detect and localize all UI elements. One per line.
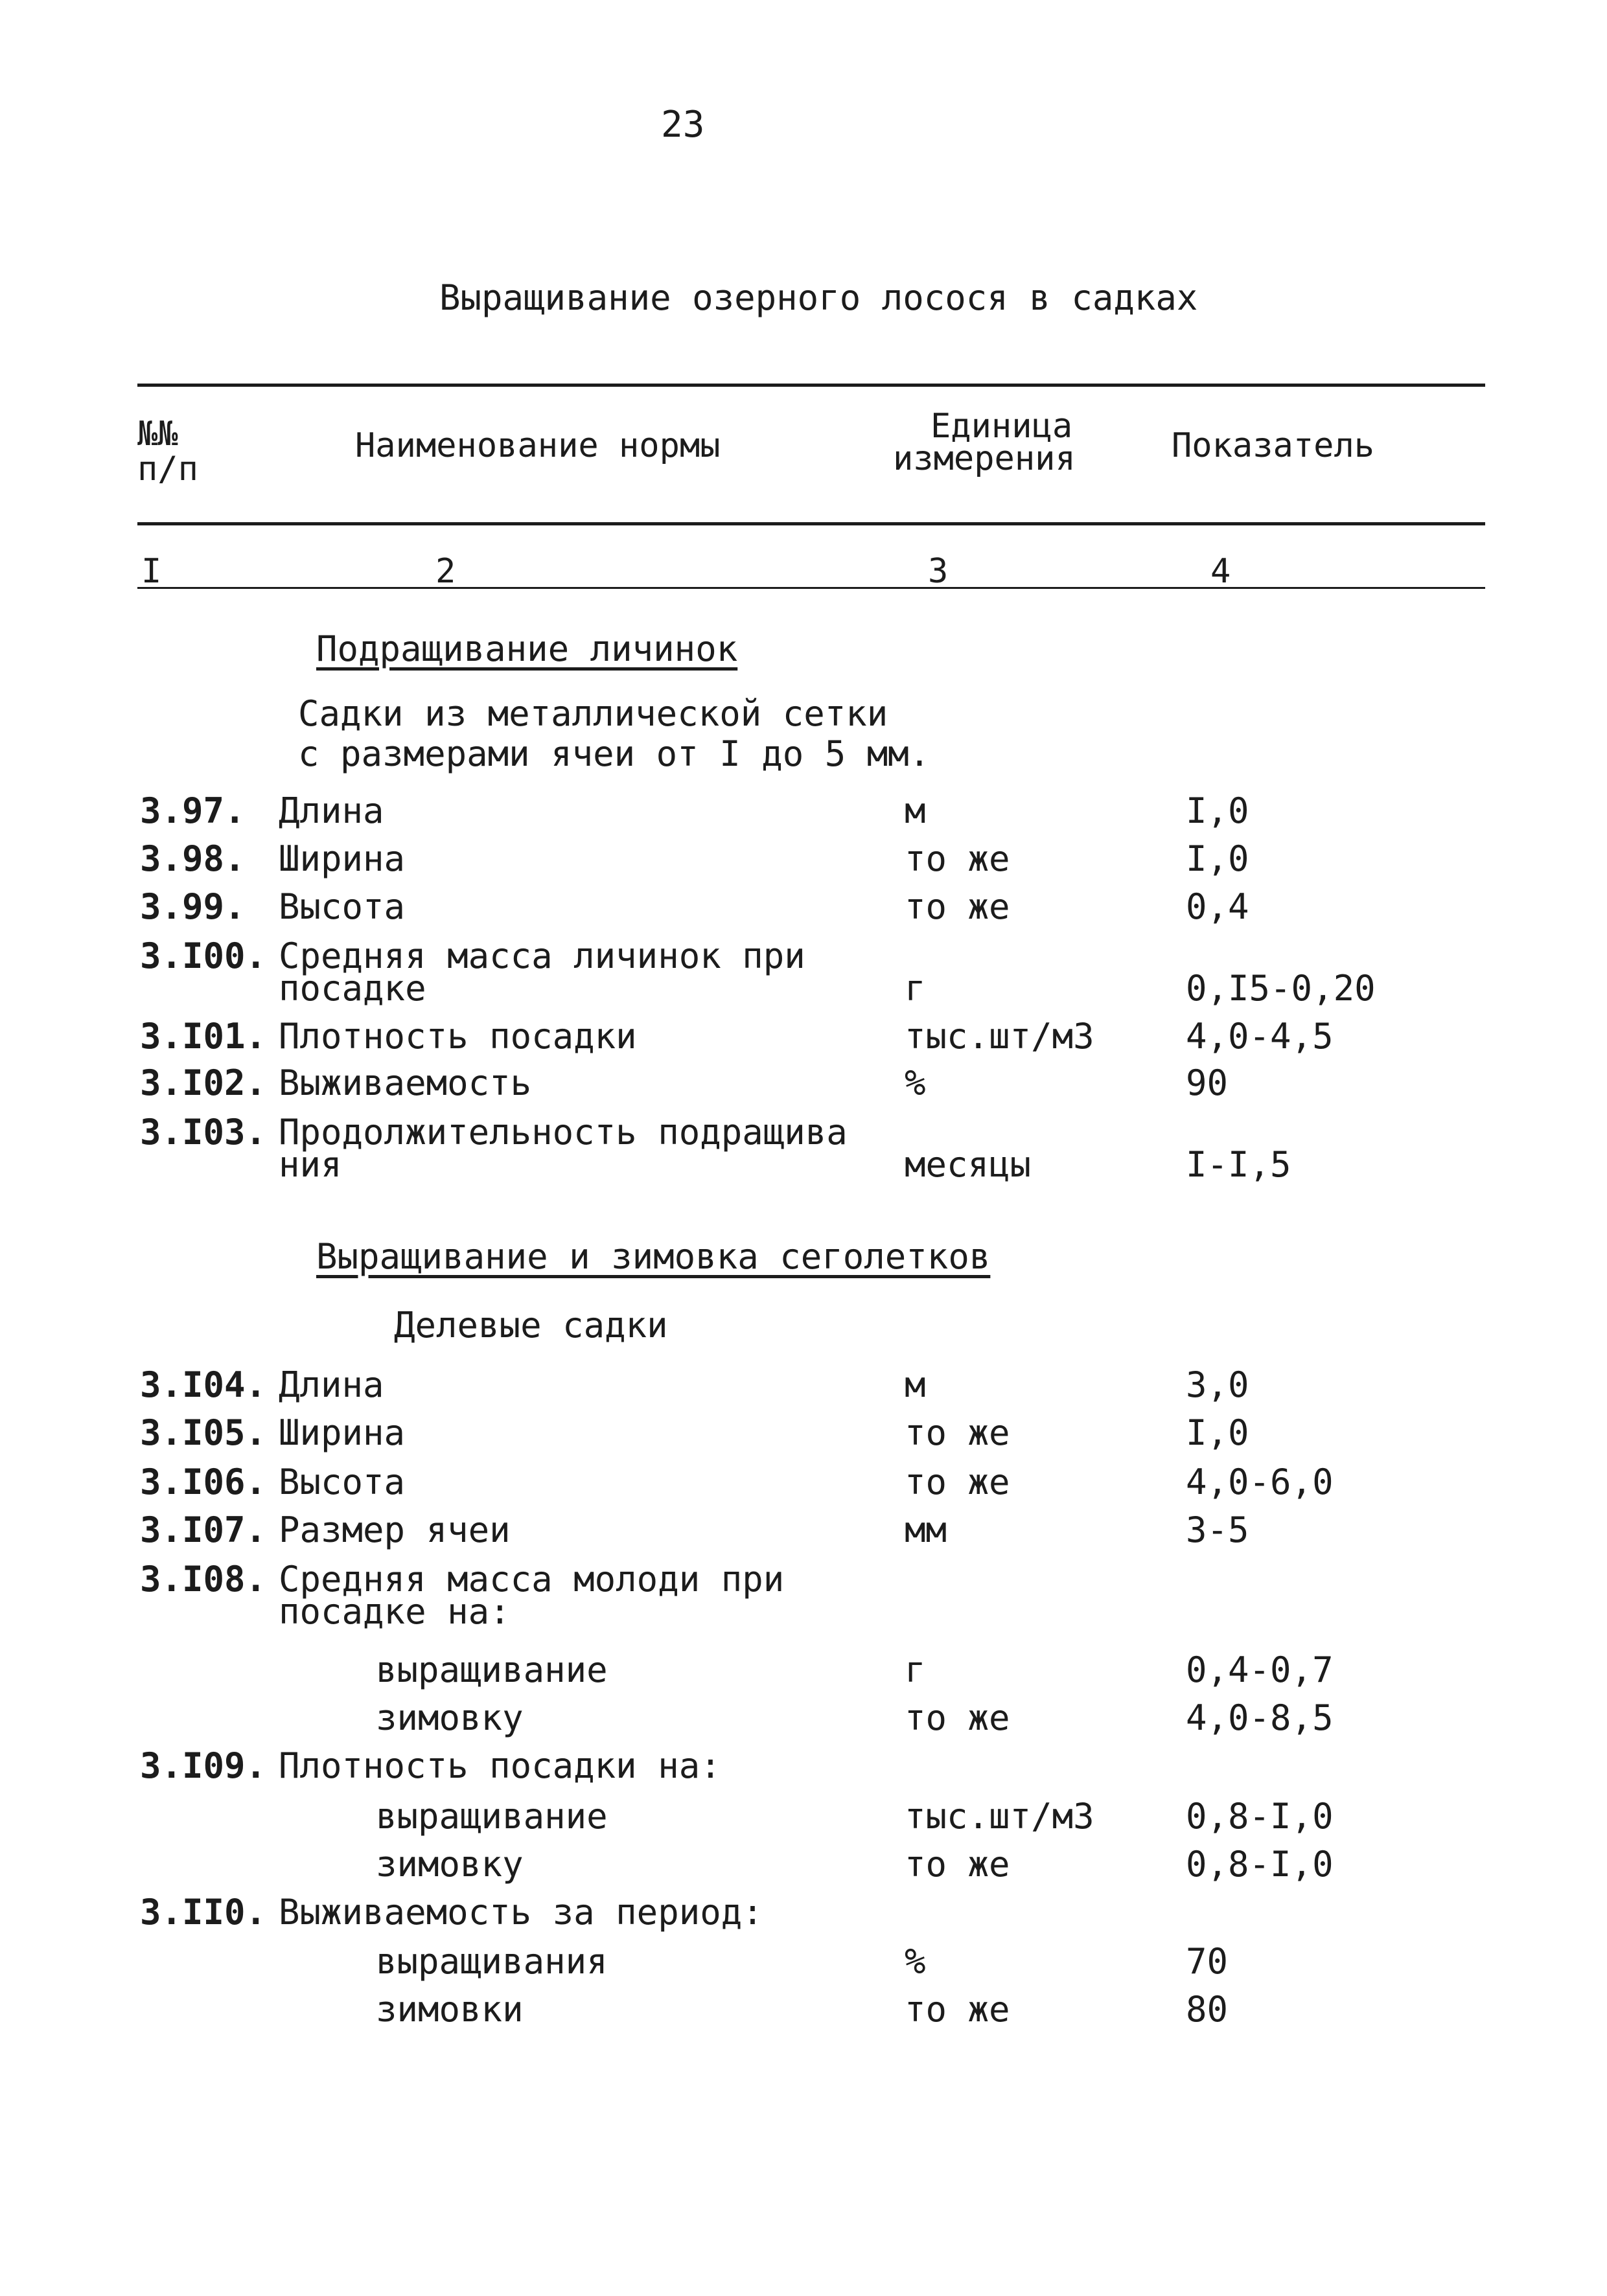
row-unit: месяцы	[905, 1144, 1032, 1185]
row-value: I,0	[1186, 838, 1249, 879]
subrow-name: выращивание	[376, 1649, 608, 1690]
row-number: 3.I04.	[140, 1364, 267, 1405]
row-value: 4,0-6,0	[1186, 1462, 1334, 1502]
page-title: Выращивание озерного лосося в садках	[439, 277, 1198, 318]
row-name-cont: посадке на:	[279, 1591, 511, 1632]
row-name: Ширина	[279, 1412, 406, 1453]
row-number: 3.I01.	[140, 1016, 267, 1057]
row-value: I-I,5	[1186, 1144, 1291, 1185]
row-value: 3-5	[1186, 1510, 1249, 1550]
subrow-name: зимовки	[376, 1989, 524, 2030]
row-number: 3.I06.	[140, 1462, 267, 1502]
row-number: 3.I05.	[140, 1412, 267, 1453]
header-col3-line2: измерения	[893, 439, 1076, 478]
column-number-1: I	[141, 552, 162, 591]
row-number: 3.I00.	[140, 936, 267, 976]
subrow-name: выращивание	[376, 1796, 608, 1837]
section-subtitle: Делевые садки	[394, 1305, 668, 1346]
row-name-cont: посадке	[279, 968, 426, 1009]
row-name: Продолжительность подращива	[279, 1112, 848, 1153]
subrow-unit: г	[905, 1649, 926, 1690]
row-value: 0,I5-0,20	[1186, 968, 1376, 1009]
header-col1-line2: п/п	[137, 450, 198, 488]
row-number: 3.I07.	[140, 1510, 267, 1550]
header-col4: Показатель	[1172, 426, 1375, 465]
header-col3-line1: Единица	[931, 407, 1073, 446]
subrow-value: 70	[1186, 1941, 1229, 1982]
subrow-value: 0,8-I,0	[1186, 1796, 1334, 1837]
row-unit: мм	[905, 1510, 947, 1550]
row-unit: %	[905, 1062, 926, 1103]
row-value: 0,4	[1186, 886, 1249, 927]
row-name: Плотность посадки	[279, 1016, 637, 1057]
row-unit: тыс.шт/м3	[905, 1016, 1094, 1057]
section-title: Выращивание и зимовка сеголетков	[316, 1236, 991, 1277]
row-unit: то же	[905, 1412, 1010, 1453]
section-subtitle: с размерами ячеи от I до 5 мм.	[298, 733, 931, 774]
column-number-2: 2	[435, 552, 456, 591]
row-name: Ширина	[279, 838, 406, 879]
subrow-name: зимовку	[376, 1697, 524, 1738]
row-name: Плотность посадки на:	[279, 1745, 721, 1786]
subrow-unit: то же	[905, 1697, 1010, 1738]
row-name: Размер ячеи	[279, 1510, 511, 1550]
row-unit: м	[905, 790, 926, 831]
page-number: 23	[661, 104, 705, 146]
column-numbers-rule	[137, 587, 1485, 589]
column-number-4: 4	[1210, 552, 1231, 591]
row-value: I,0	[1186, 1412, 1249, 1453]
row-unit: м	[905, 1364, 926, 1405]
row-number: 3.I02.	[140, 1062, 267, 1103]
row-name: Выживаемость	[279, 1062, 532, 1103]
row-unit: то же	[905, 838, 1010, 879]
subrow-unit: то же	[905, 1844, 1010, 1885]
row-name: Длина	[279, 1364, 384, 1405]
row-value: 4,0-4,5	[1186, 1016, 1334, 1057]
section-subtitle: Садки из металлической сетки	[298, 693, 888, 734]
table-top-rule	[137, 384, 1485, 387]
header-bottom-rule	[137, 522, 1485, 525]
row-name-cont: ния	[279, 1144, 342, 1185]
row-unit: то же	[905, 886, 1010, 927]
row-name: Средняя масса личинок при	[279, 936, 805, 976]
row-number: 3.II0.	[140, 1892, 267, 1933]
row-unit: г	[905, 968, 926, 1009]
subrow-value: 4,0-8,5	[1186, 1697, 1334, 1738]
subrow-unit: тыс.шт/м3	[905, 1796, 1094, 1837]
header-col2: Наименование нормы	[355, 426, 721, 465]
row-number: 3.I03.	[140, 1112, 267, 1153]
subrow-value: 80	[1186, 1989, 1229, 2030]
row-value: 90	[1186, 1062, 1229, 1103]
subrow-unit: то же	[905, 1989, 1010, 2030]
row-name: Высота	[279, 1462, 406, 1502]
row-name: Длина	[279, 790, 384, 831]
subrow-name: выращивания	[376, 1941, 608, 1982]
row-number: 3.99.	[140, 886, 246, 927]
subrow-value: 0,8-I,0	[1186, 1844, 1334, 1885]
header-col1-line1: №№	[137, 415, 178, 453]
column-number-3: 3	[928, 552, 949, 591]
row-unit: то же	[905, 1462, 1010, 1502]
row-number: 3.I08.	[140, 1559, 267, 1600]
row-value: I,0	[1186, 790, 1249, 831]
row-name: Выживаемость за период:	[279, 1892, 763, 1933]
row-name: Высота	[279, 886, 406, 927]
section-title: Подращивание личинок	[316, 628, 738, 669]
subrow-name: зимовку	[376, 1844, 524, 1885]
subrow-value: 0,4-0,7	[1186, 1649, 1334, 1690]
row-number: 3.97.	[140, 790, 246, 831]
row-name: Средняя масса молоди при	[279, 1559, 785, 1600]
row-number: 3.I09.	[140, 1745, 267, 1786]
row-value: 3,0	[1186, 1364, 1249, 1405]
row-number: 3.98.	[140, 838, 246, 879]
subrow-unit: %	[905, 1941, 926, 1982]
